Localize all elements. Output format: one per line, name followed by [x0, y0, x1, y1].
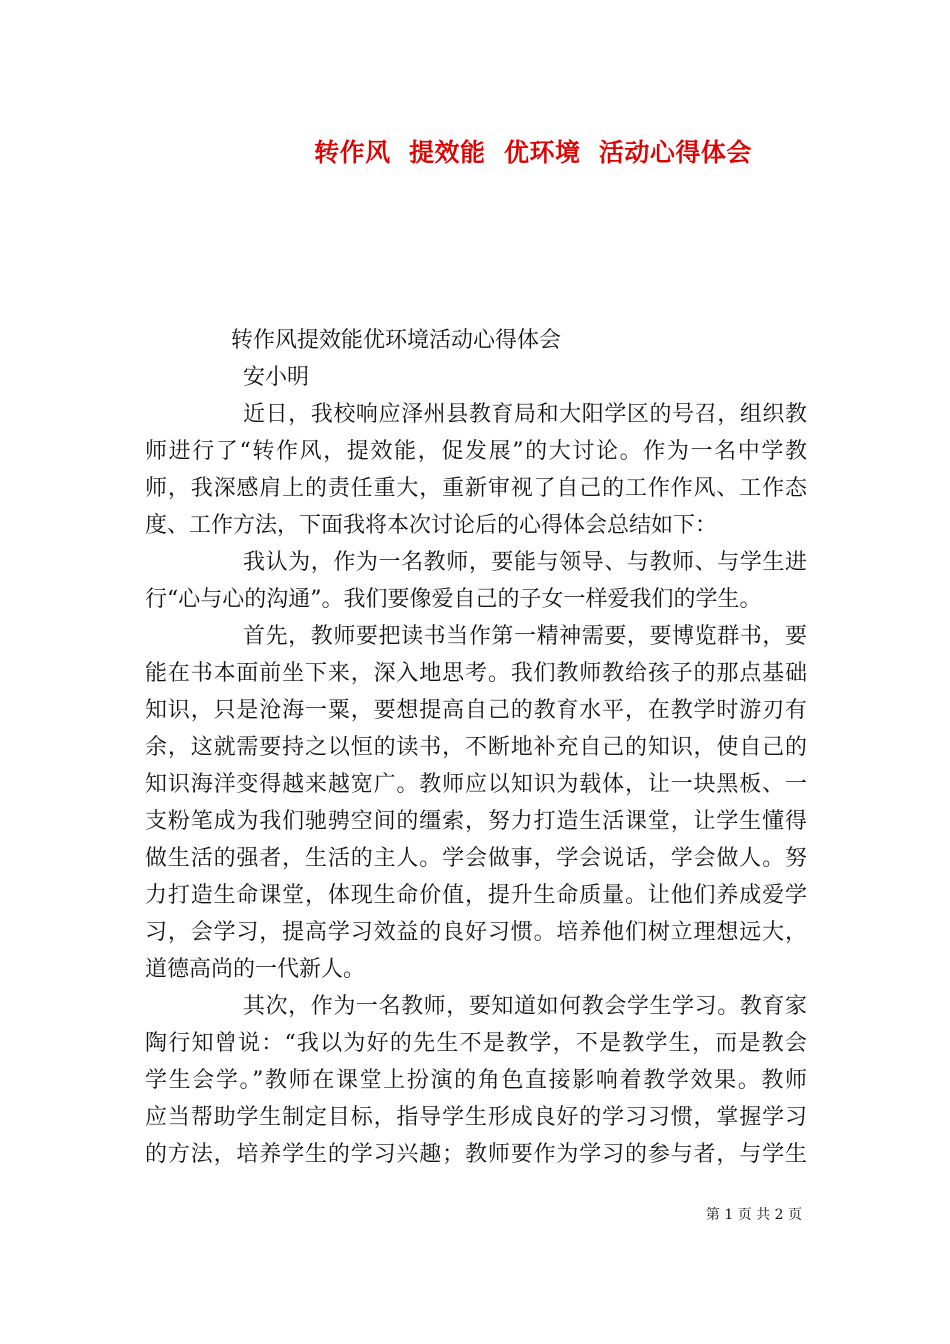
- document-body: [145, 322, 807, 1173]
- paragraph-line: 支粉笔成为我们驰骋空间的缰索，努力打造生活课堂，让学生懂得: [145, 809, 807, 834]
- article-subtitle: 转作风提效能优环境活动心得体会: [231, 328, 562, 353]
- paragraph-line: 余，这就需要持之以恒的读书，不断地补充自己的知识，使自己的: [145, 735, 807, 760]
- paragraph-line: 能在书本面前坐下来，深入地思考。我们教师教给孩子的那点基础: [145, 661, 807, 686]
- page-number-footer: 第 1 页 共 2 页: [705, 1207, 802, 1223]
- article-author: 安小明: [243, 365, 310, 390]
- paragraph-line: 的方法，培养学生的学习兴趣；教师要作为学习的参与者，与学生: [145, 1142, 807, 1167]
- paragraph-line: 知识，只是沧海一粟，要想提高自己的教育水平，在教学时游刃有: [145, 698, 807, 723]
- paragraph-line: 做生活的强者，生活的主人。学会做事，学会说话，学会做人。努: [145, 846, 807, 871]
- paragraph-line: 度、工作方法，下面我将本次讨论后的心得体会总结如下：: [145, 513, 718, 538]
- paragraph-line: 应当帮助学生制定目标，指导学生形成良好的学习习惯，掌握学习: [145, 1105, 807, 1130]
- paragraph-line: 首先，教师要把读书当作第一精神需要，要博览群书，要: [243, 624, 807, 649]
- paragraph-line: 知识海洋变得越来越宽广。教师应以知识为载体，让一块黑板、一: [145, 772, 807, 797]
- paragraph-line: 力打造生命课堂，体现生命价值，提升生命质量。让他们养成爱学: [145, 883, 807, 908]
- paragraph-line: 陶行知曾说：“我以为好的先生不是教学，不是教学生，而是教会: [145, 1031, 807, 1056]
- paragraph-line: 我认为，作为一名教师，要能与领导、与教师、与学生进: [243, 550, 807, 575]
- paragraph-line: 习，会学习，提高学习效益的良好习惯。培养他们树立理想远大，: [145, 920, 807, 945]
- paragraph-line: 近日，我校响应泽州县教育局和大阳学区的号召，组织教: [243, 402, 807, 427]
- paragraph-line: 道德高尚的一代新人。: [145, 957, 366, 982]
- paragraph-line: 学生会学。”教师在课堂上扮演的角色直接影响着教学效果。教师: [145, 1068, 807, 1093]
- paragraph-line: 师，我深感肩上的责任重大，重新审视了自己的工作作风、工作态: [145, 476, 807, 501]
- page-title: 转作风 提效能 优环境 活动心得体会: [314, 138, 752, 167]
- paragraph-line: 其次，作为一名教师，要知道如何教会学生学习。教育家: [243, 994, 807, 1019]
- paragraph-line: 行“心与心的沟通”。我们要像爱自己的子女一样爱我们的学生。: [145, 587, 762, 612]
- paragraph-line: 师进行了“转作风，提效能，促发展”的大讨论。作为一名中学教: [145, 439, 807, 464]
